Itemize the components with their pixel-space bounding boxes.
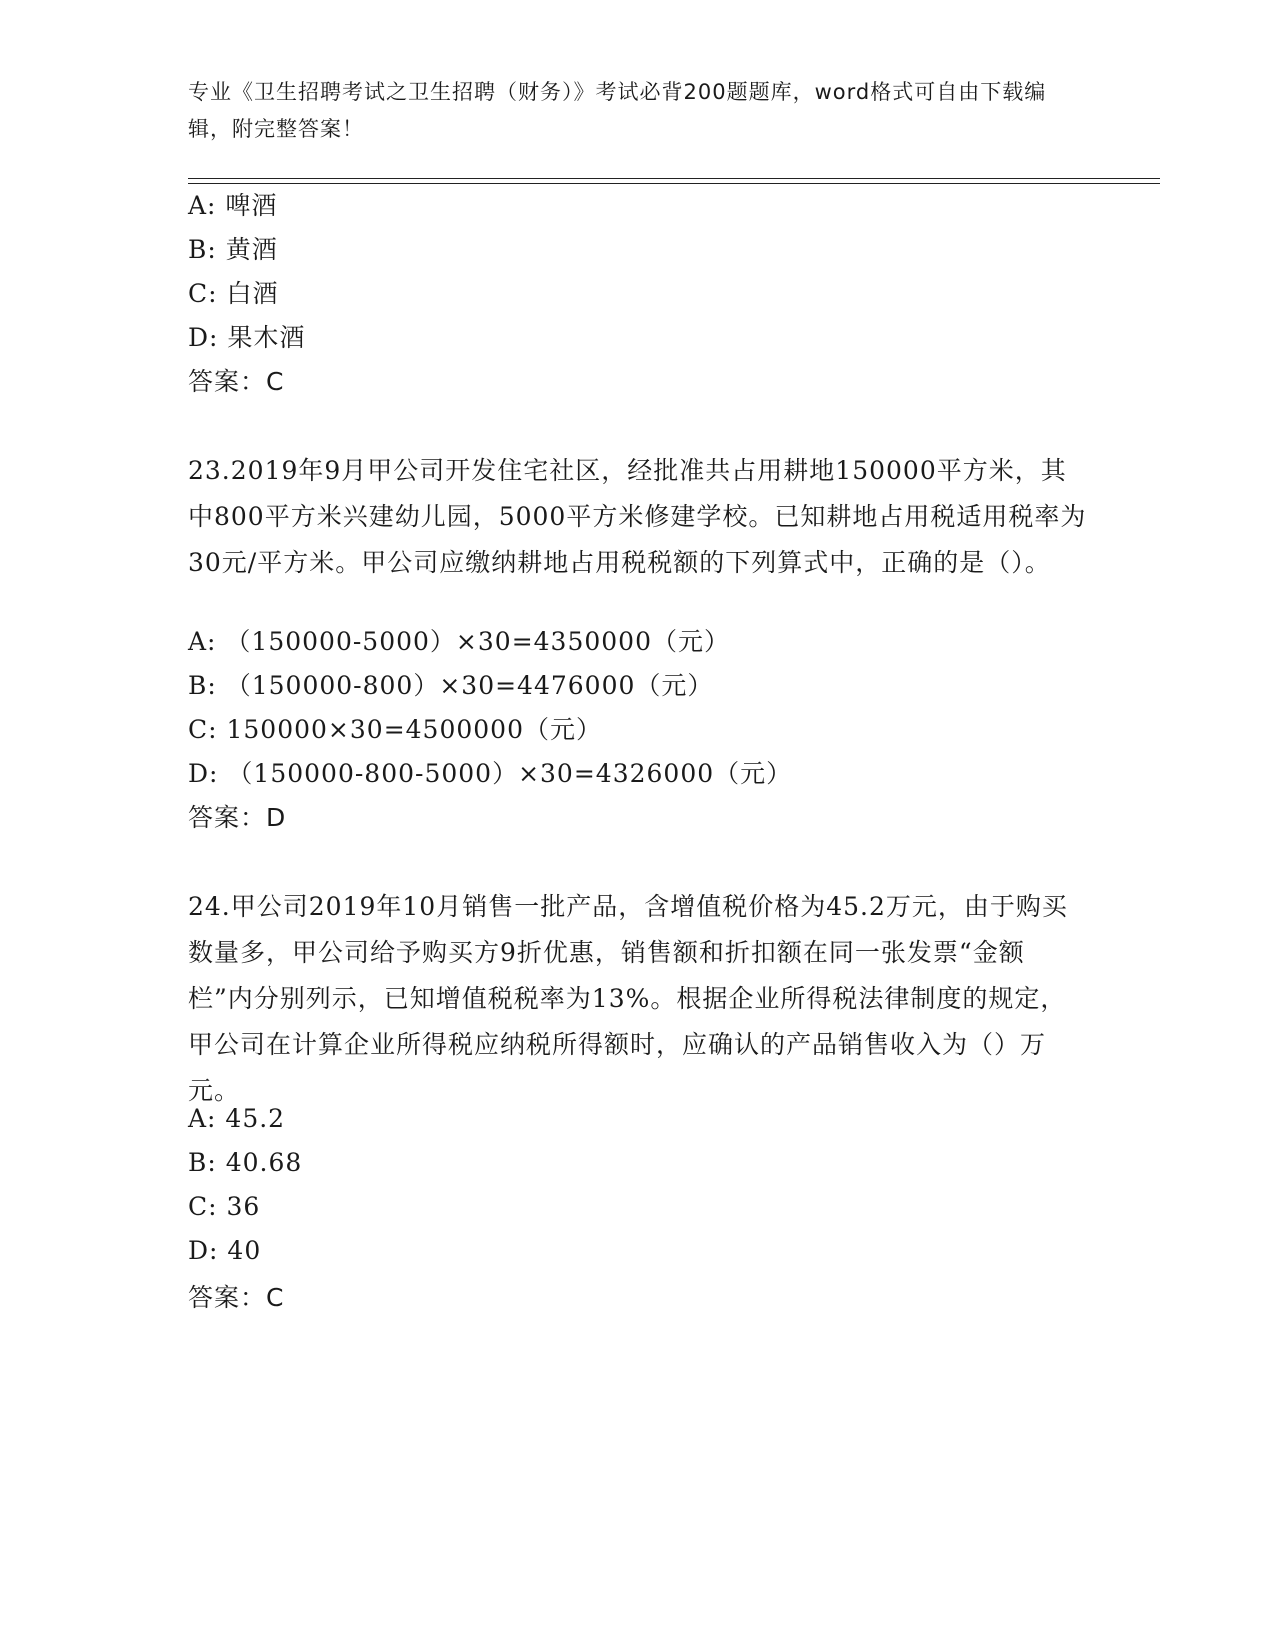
q24-answer: 答案：C bbox=[188, 1283, 285, 1312]
q22-option-c: C: 白酒 bbox=[188, 279, 279, 308]
q24-option-c: C: 36 bbox=[188, 1192, 261, 1221]
header-rule-top bbox=[188, 178, 1160, 179]
q23-question-text: 23.2019年9月甲公司开发住宅社区，经批准共占用耕地150000平方米，其中800平方米兴建幼儿园，5000平方米修建学校。已知耕地占用税适用税率为30元/平方米。甲公司应缴纳耕地占用税税额的下列算式中，正确的是（）。 bbox=[188, 456, 1087, 577]
q24-question-text: 24.甲公司2019年10月销售一批产品，含增值税价格为45.2万元，由于购买数量多，甲公司给予购买方9折优惠，销售额和折扣额在同一张发票“金额栏”内分别列示，已知增值税税率为13%。根据企业所得税法律制度的规定，甲公司在计算企业所得税应纳税所得额时，应确认的产品销售收入为（）万元。 bbox=[188, 892, 1068, 1105]
q22-option-d: D: 果木酒 bbox=[188, 323, 306, 352]
header-rule-bottom bbox=[188, 183, 1160, 184]
q22-option-a: A: 啤酒 bbox=[188, 191, 278, 220]
q23-option-a: A: （150000-5000）×30=4350000（元） bbox=[188, 627, 730, 656]
q24-option-b: B: 40.68 bbox=[188, 1148, 303, 1177]
q23-option-b: B: （150000-800）×30=4476000（元） bbox=[188, 671, 714, 700]
q22-option-b: B: 黄酒 bbox=[188, 235, 278, 264]
q23-option-d: D: （150000-800-5000）×30=4326000（元） bbox=[188, 759, 793, 788]
q23-answer: 答案：D bbox=[188, 803, 287, 832]
q24-option-d: D: 40 bbox=[188, 1236, 262, 1265]
document-header: 专业《卫生招聘考试之卫生招聘（财务）》考试必背200题题库，word格式可自由下载编辑，附完整答案！ bbox=[188, 80, 1047, 141]
q22-answer: 答案：C bbox=[188, 367, 285, 396]
q23-option-c: C: 150000×30=4500000（元） bbox=[188, 715, 602, 744]
q24-option-a: A: 45.2 bbox=[188, 1104, 286, 1133]
